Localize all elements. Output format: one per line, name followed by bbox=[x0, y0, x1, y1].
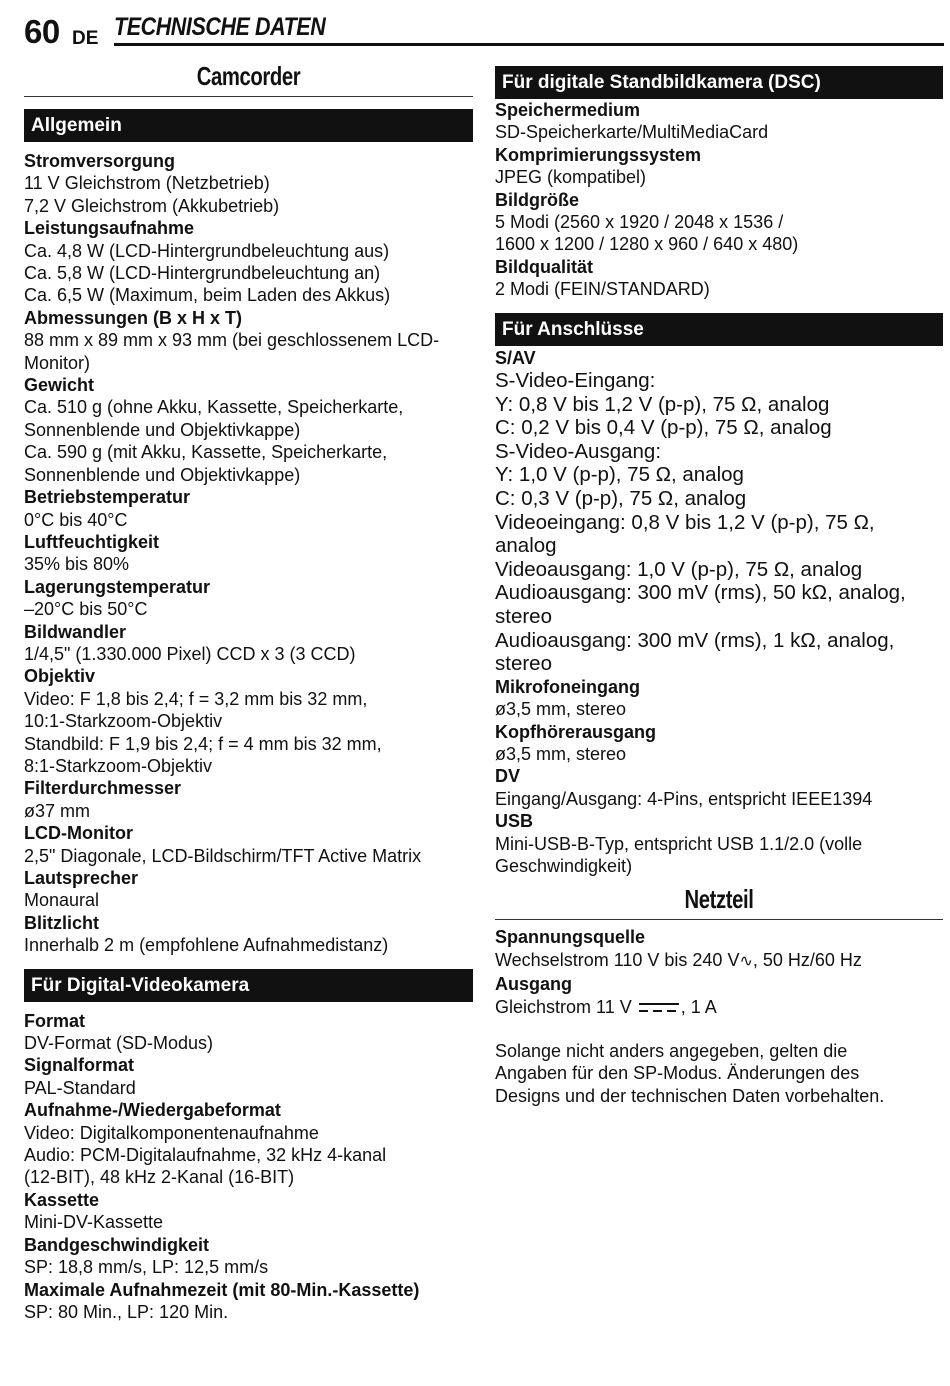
page-title: TECHNISCHE DATEN bbox=[114, 13, 326, 41]
spec-value bbox=[495, 949, 943, 973]
spec-value: DV-Format (SD-Modus) bbox=[24, 1033, 214, 1054]
source-value-pre: Wechselstrom 110 V bis 240 V bbox=[495, 949, 740, 970]
spec-label: Objektiv bbox=[24, 666, 96, 687]
spec-item bbox=[495, 676, 943, 721]
spec-value: Ca. 510 g (ohne Akku, Kassette, Speicherkarte, Sonnenblende und Objektivkappe) Ca. 590 g (mit Akku, Kassette, Speicherkarte, Sonnenblende und Objektivkappe) bbox=[24, 397, 404, 485]
spec-value: Mini-USB-B-Typ, entspricht USB 1.1/2.0 (volle Geschwindigkeit) bbox=[495, 833, 863, 877]
spec-label: Leistungsaufnahme bbox=[24, 218, 195, 239]
spec-label: DV bbox=[495, 766, 521, 787]
spec-label: USB bbox=[495, 811, 534, 832]
adapter-rule bbox=[495, 919, 943, 920]
spec-item bbox=[24, 150, 473, 217]
spec-value: 35% bis 80% bbox=[24, 554, 130, 575]
spec-label: Filterdurchmesser bbox=[24, 778, 182, 799]
spec-item bbox=[495, 810, 943, 877]
right-column bbox=[495, 66, 943, 1107]
spec-value: SD-Speicherkarte/MultiMediaCard bbox=[495, 122, 769, 143]
spec-item bbox=[495, 347, 943, 676]
spec-label: Spannungsquelle bbox=[495, 927, 646, 948]
spec-item bbox=[24, 777, 473, 822]
spec-value: ø3,5 mm, stereo bbox=[495, 744, 627, 764]
spec-label: Bandgeschwindigkeit bbox=[24, 1234, 210, 1255]
spec-item bbox=[24, 912, 473, 957]
spec-value: 11 V Gleichstrom (Netzbetrieb) 7,2 V Gleichstrom (Akkubetrieb) bbox=[24, 173, 280, 216]
dsc-band: Für digitale Standbildkamera (DSC) bbox=[495, 66, 943, 99]
output-value-pre: Gleichstrom 11 V bbox=[495, 996, 632, 1017]
left-column bbox=[24, 56, 473, 1323]
camcorder-heading: Camcorder bbox=[196, 61, 301, 91]
spec-item bbox=[495, 189, 943, 256]
dsc-specs bbox=[495, 99, 943, 301]
spec-item bbox=[24, 867, 473, 912]
spec-value: Video: F 1,8 bis 2,4; f = 3,2 mm bis 32 mm, 10:1-Starkzoom-Objektiv Standbild: F 1,9 bis 2,4; f = 4 mm bis 32 mm, 8:1-Starkzoom-Objektiv bbox=[24, 688, 382, 776]
spec-item bbox=[495, 926, 943, 973]
spec-item bbox=[495, 973, 943, 1018]
spec-item bbox=[24, 1099, 473, 1189]
spec-item bbox=[24, 307, 473, 374]
spec-item bbox=[24, 621, 473, 666]
spec-label: S/AV bbox=[495, 347, 536, 368]
spec-value: Video: Digitalkomponentenaufnahme Audio: PCM-Digitalaufnahme, 32 kHz 4-kanal (12-BIT), 48 kHz 2-Kanal (16-BIT) bbox=[24, 1122, 387, 1188]
spec-value: Innerhalb 2 m (empfohlene Aufnahmedistanz) bbox=[24, 935, 389, 956]
general-band: Allgemein bbox=[24, 109, 473, 142]
header-rule bbox=[114, 43, 944, 46]
spec-value: Monaural bbox=[24, 890, 100, 911]
spec-value: ø3,5 mm, stereo bbox=[495, 699, 627, 720]
spec-value: Mini-DV-Kassette bbox=[24, 1212, 164, 1233]
output-value-post: , 1 A bbox=[680, 996, 717, 1017]
dc-symbol-icon bbox=[639, 1001, 679, 1015]
spec-label: Signalformat bbox=[24, 1055, 135, 1076]
footnote: Solange nicht anders angegeben, gelten die Angaben für den SP-Modus. Änderungen des Designs und der technischen Daten vorbehalten. bbox=[495, 1041, 885, 1106]
spec-label: Lagerungstemperatur bbox=[24, 576, 211, 597]
spec-item bbox=[495, 144, 943, 189]
spec-label: Blitzlicht bbox=[24, 912, 99, 933]
spec-label: LCD-Monitor bbox=[24, 823, 133, 844]
spec-item bbox=[24, 486, 473, 531]
spec-label: Abmessungen (B x H x T) bbox=[24, 307, 243, 328]
camcorder-rule bbox=[24, 96, 473, 97]
page-header bbox=[24, 10, 944, 50]
spec-value: SP: 80 Min., LP: 120 Min. bbox=[24, 1301, 229, 1322]
spec-value: 0°C bis 40°C bbox=[24, 509, 128, 530]
spec-item bbox=[495, 99, 943, 144]
spec-item bbox=[24, 1010, 473, 1055]
spec-value: Eingang/Ausgang: 4-Pins, entspricht IEEE1394 bbox=[495, 788, 873, 809]
page-number: 60 bbox=[24, 13, 60, 50]
spec-value: ø37 mm bbox=[24, 800, 91, 821]
spec-item bbox=[24, 1279, 473, 1324]
spec-label: Stromversorgung bbox=[24, 151, 176, 171]
spec-item bbox=[495, 765, 943, 810]
spec-value: JPEG (kompatibel) bbox=[495, 167, 647, 188]
general-specs bbox=[24, 150, 473, 957]
source-value-post: , 50 Hz/60 Hz bbox=[752, 949, 862, 970]
spec-value: 88 mm x 89 mm x 93 mm (bei geschlossenem LCD- Monitor) bbox=[24, 330, 440, 373]
spec-value: 5 Modi (2560 x 1920 / 2048 x 1536 / 1600 x 1200 / 1280 x 960 / 640 x 480) bbox=[495, 212, 799, 255]
spec-item bbox=[24, 1189, 473, 1234]
ac-symbol-icon: ∿ bbox=[739, 952, 753, 970]
spec-value: 1/4,5" (1.330.000 Pixel) CCD x 3 (3 CCD) bbox=[24, 643, 356, 664]
adapter-heading: Netzteil bbox=[684, 884, 754, 915]
spec-item bbox=[24, 1234, 473, 1279]
spec-item bbox=[24, 576, 473, 621]
spec-label: Aufnahme-/Wiedergabeformat bbox=[24, 1100, 281, 1121]
language-code: DE bbox=[72, 28, 99, 49]
spec-label: Lautsprecher bbox=[24, 868, 139, 888]
spec-item bbox=[24, 1054, 473, 1099]
spec-label: Luftfeuchtigkeit bbox=[24, 531, 159, 552]
spec-label: Format bbox=[24, 1010, 86, 1031]
spec-label: Komprimierungssystem bbox=[495, 144, 702, 165]
spec-item bbox=[24, 374, 473, 486]
spec-label: Ausgang bbox=[495, 974, 573, 995]
spec-value: PAL-Standard bbox=[24, 1077, 136, 1098]
spec-item bbox=[24, 665, 473, 777]
spec-value: Ca. 4,8 W (LCD-Hintergrundbeleuchtung aus) Ca. 5,8 W (LCD-Hintergrundbeleuchtung an) Ca. 6,5 W (Maximum, beim Laden des Akkus) bbox=[24, 240, 391, 306]
connectors-band: Für Anschlüsse bbox=[495, 313, 943, 346]
spec-label: Mikrofoneingang bbox=[495, 676, 640, 697]
spec-label: Gewicht bbox=[24, 375, 95, 396]
spec-label: Maximale Aufnahmezeit (mit 80-Min.-Kassette) bbox=[24, 1279, 420, 1300]
spec-value: 2,5" Diagonale, LCD-Bildschirm/TFT Active Matrix bbox=[24, 845, 422, 866]
spec-item bbox=[495, 721, 943, 766]
spec-value: S-Video-Eingang: Y: 0,8 V bis 1,2 V (p-p), 75 Ω, analog C: 0,2 V bis 0,4 V (p-p), 75 Ω, analog S-Video-Ausgang: Y: 1,0 V (p-p), 75 Ω, analog C: 0,3 V (p-p), 75 Ω, analog Videoeingang: 0,8 V bis 1,2 V (p-p), 75 Ω, analog Videoausgang: 1,0 V (p-p), 75 Ω, analog Audioausgang: 300 mV (rms), 50 kΩ, analog, stereo Audioausgang: 300 mV (rms), 1 kΩ, analog, stereo bbox=[495, 369, 906, 676]
spec-label: Speichermedium bbox=[495, 100, 641, 120]
spec-value: 2 Modi (FEIN/STANDARD) bbox=[495, 279, 710, 300]
spec-item bbox=[495, 256, 943, 301]
spec-item bbox=[24, 217, 473, 307]
spec-label: Kassette bbox=[24, 1189, 100, 1210]
spec-label: Betriebstemperatur bbox=[24, 487, 191, 508]
spec-item bbox=[24, 531, 473, 576]
spec-label: Kopfhörerausgang bbox=[495, 721, 657, 742]
spec-value: –20°C bis 50°C bbox=[24, 599, 148, 620]
connector-specs bbox=[495, 347, 943, 878]
spec-item bbox=[24, 822, 473, 867]
spec-value bbox=[495, 996, 943, 1018]
video-band: Für Digital-Videokamera bbox=[24, 969, 473, 1002]
video-specs bbox=[24, 1010, 473, 1324]
spec-label: Bildgröße bbox=[495, 189, 579, 210]
spec-value: SP: 18,8 mm/s, LP: 12,5 mm/s bbox=[24, 1257, 269, 1278]
spec-label: Bildwandler bbox=[24, 621, 127, 642]
spec-label: Bildqualität bbox=[495, 256, 593, 277]
